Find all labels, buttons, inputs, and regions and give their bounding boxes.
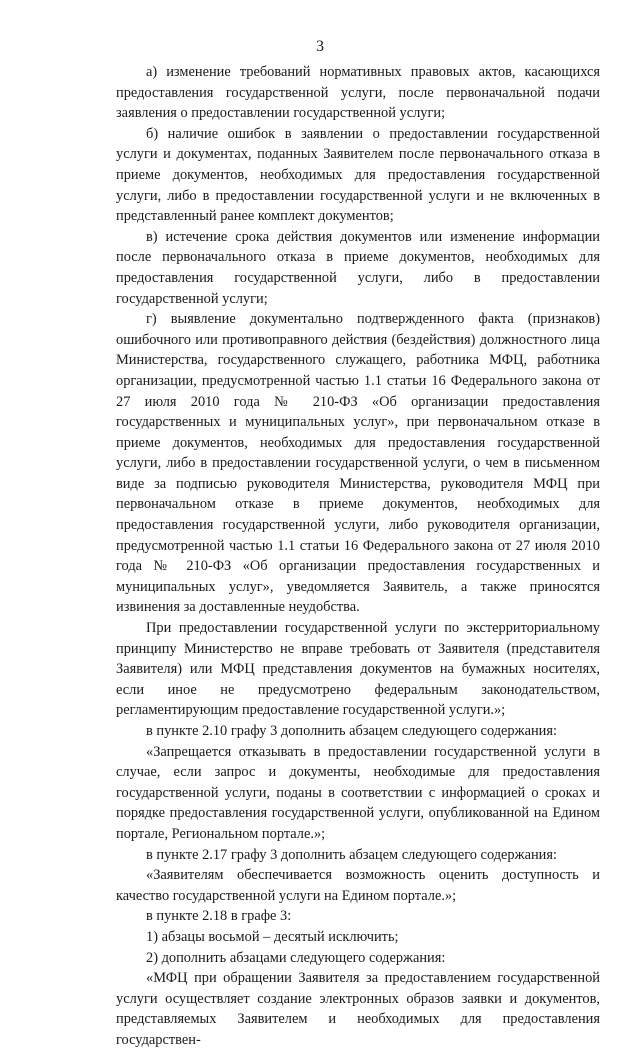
paragraph-2-17-text: «Заявителям обеспечивается возможность оценить доступность и качество государственной услуги на Едином портале.»;	[116, 867, 600, 904]
paragraph-2-17-intro: в пункте 2.17 графу 3 дополнить абзацем следующего содержания:	[146, 846, 557, 863]
paragraph-mfc: «МФЦ при обращении Заявителя за предоставлением государственной услуги осуществляет создание электронных образов заявки и документов, представляемых Заявителем и необходимых для предоставления государствен-	[116, 970, 600, 1048]
paragraph-b: б) наличие ошибок в заявлении о предоставлении государственной услуги и документах, поданных Заявителем после первоначального отказа в приеме документов, необходимых для предоставления государственной услуги, либо в предоставлении государственной услуги и не включенных в представленный ранее комплект документов;	[116, 125, 600, 225]
paragraph-a: а) изменение требований нормативных правовых актов, касающихся предоставления государственной услуги, после первоначальной подачи заявления о предоставлении государственной услуги;	[116, 64, 600, 122]
page-number: 3	[316, 38, 324, 55]
paragraph-2-10-text: «Запрещается отказывать в предоставлении государственной услуги в случае, если запрос и документы, необходимые для предоставления государственной услуги, поданы в соответствии с информацией о сроках и порядке предоставления государственной услуги, опубликованной на Едином портале, Региональном портале.»;	[116, 743, 600, 842]
paragraph-g: г) выявление документально подтвержденного факта (признаков) ошибочного или противоправного действия (бездействия) должностного лица Министерства, государственного служащего, работника МФЦ, работника организации, предусмотренной частью 1.1 статьи 16 Федерального закона от 27 июля 2010 года № 210-ФЗ «Об организации предоставления государственных и муниципальных услуг», при первоначальном отказе в приеме документов, необходимых для предоставления государственной услуги, либо в предоставлении государственной услуги, о чем в письменном виде за подписью руководителя Министерства, руководителя МФЦ при первоначальном отказе в приеме документов, необходимых для предоставления государственной услуги, либо руководителя организации, предусмотренной частью 1.1 статьи 16 Федерального закона от 27 июля 2010 года № 210-ФЗ «Об организации предоставления государственных и муниципальных услуг», уведомляется Заявитель, а также приносятся извинения за доставленные неудобства.	[116, 311, 600, 616]
paragraph-extraterritorial: При предоставлении государственной услуги по экстерриториальному принципу Министерство не вправе требовать от Заявителя (представителя Заявителя) или МФЦ представления документов на бумажных носителях, если иное не предусмотрено федеральным законодательством, регламентирующим предоставление государственной услуги.»;	[116, 620, 600, 719]
paragraph-v: в) истечение срока действия документов или изменение информации после первоначального отказа в приеме документов, необходимых для предоставления государственной услуги, либо в предоставлении государственной услуги;	[116, 228, 600, 307]
document-body	[116, 62, 600, 1051]
paragraph-2-18-item-2: 2) дополнить абзацами следующего содержания:	[146, 949, 446, 966]
paragraph-2-10-intro: в пункте 2.10 графу 3 дополнить абзацем следующего содержания:	[146, 723, 557, 739]
paragraph-2-18-item-1: 1) абзацы восьмой – десятый исключить;	[146, 928, 399, 945]
paragraph-2-18-intro: в пункте 2.18 в графе 3:	[146, 908, 292, 925]
